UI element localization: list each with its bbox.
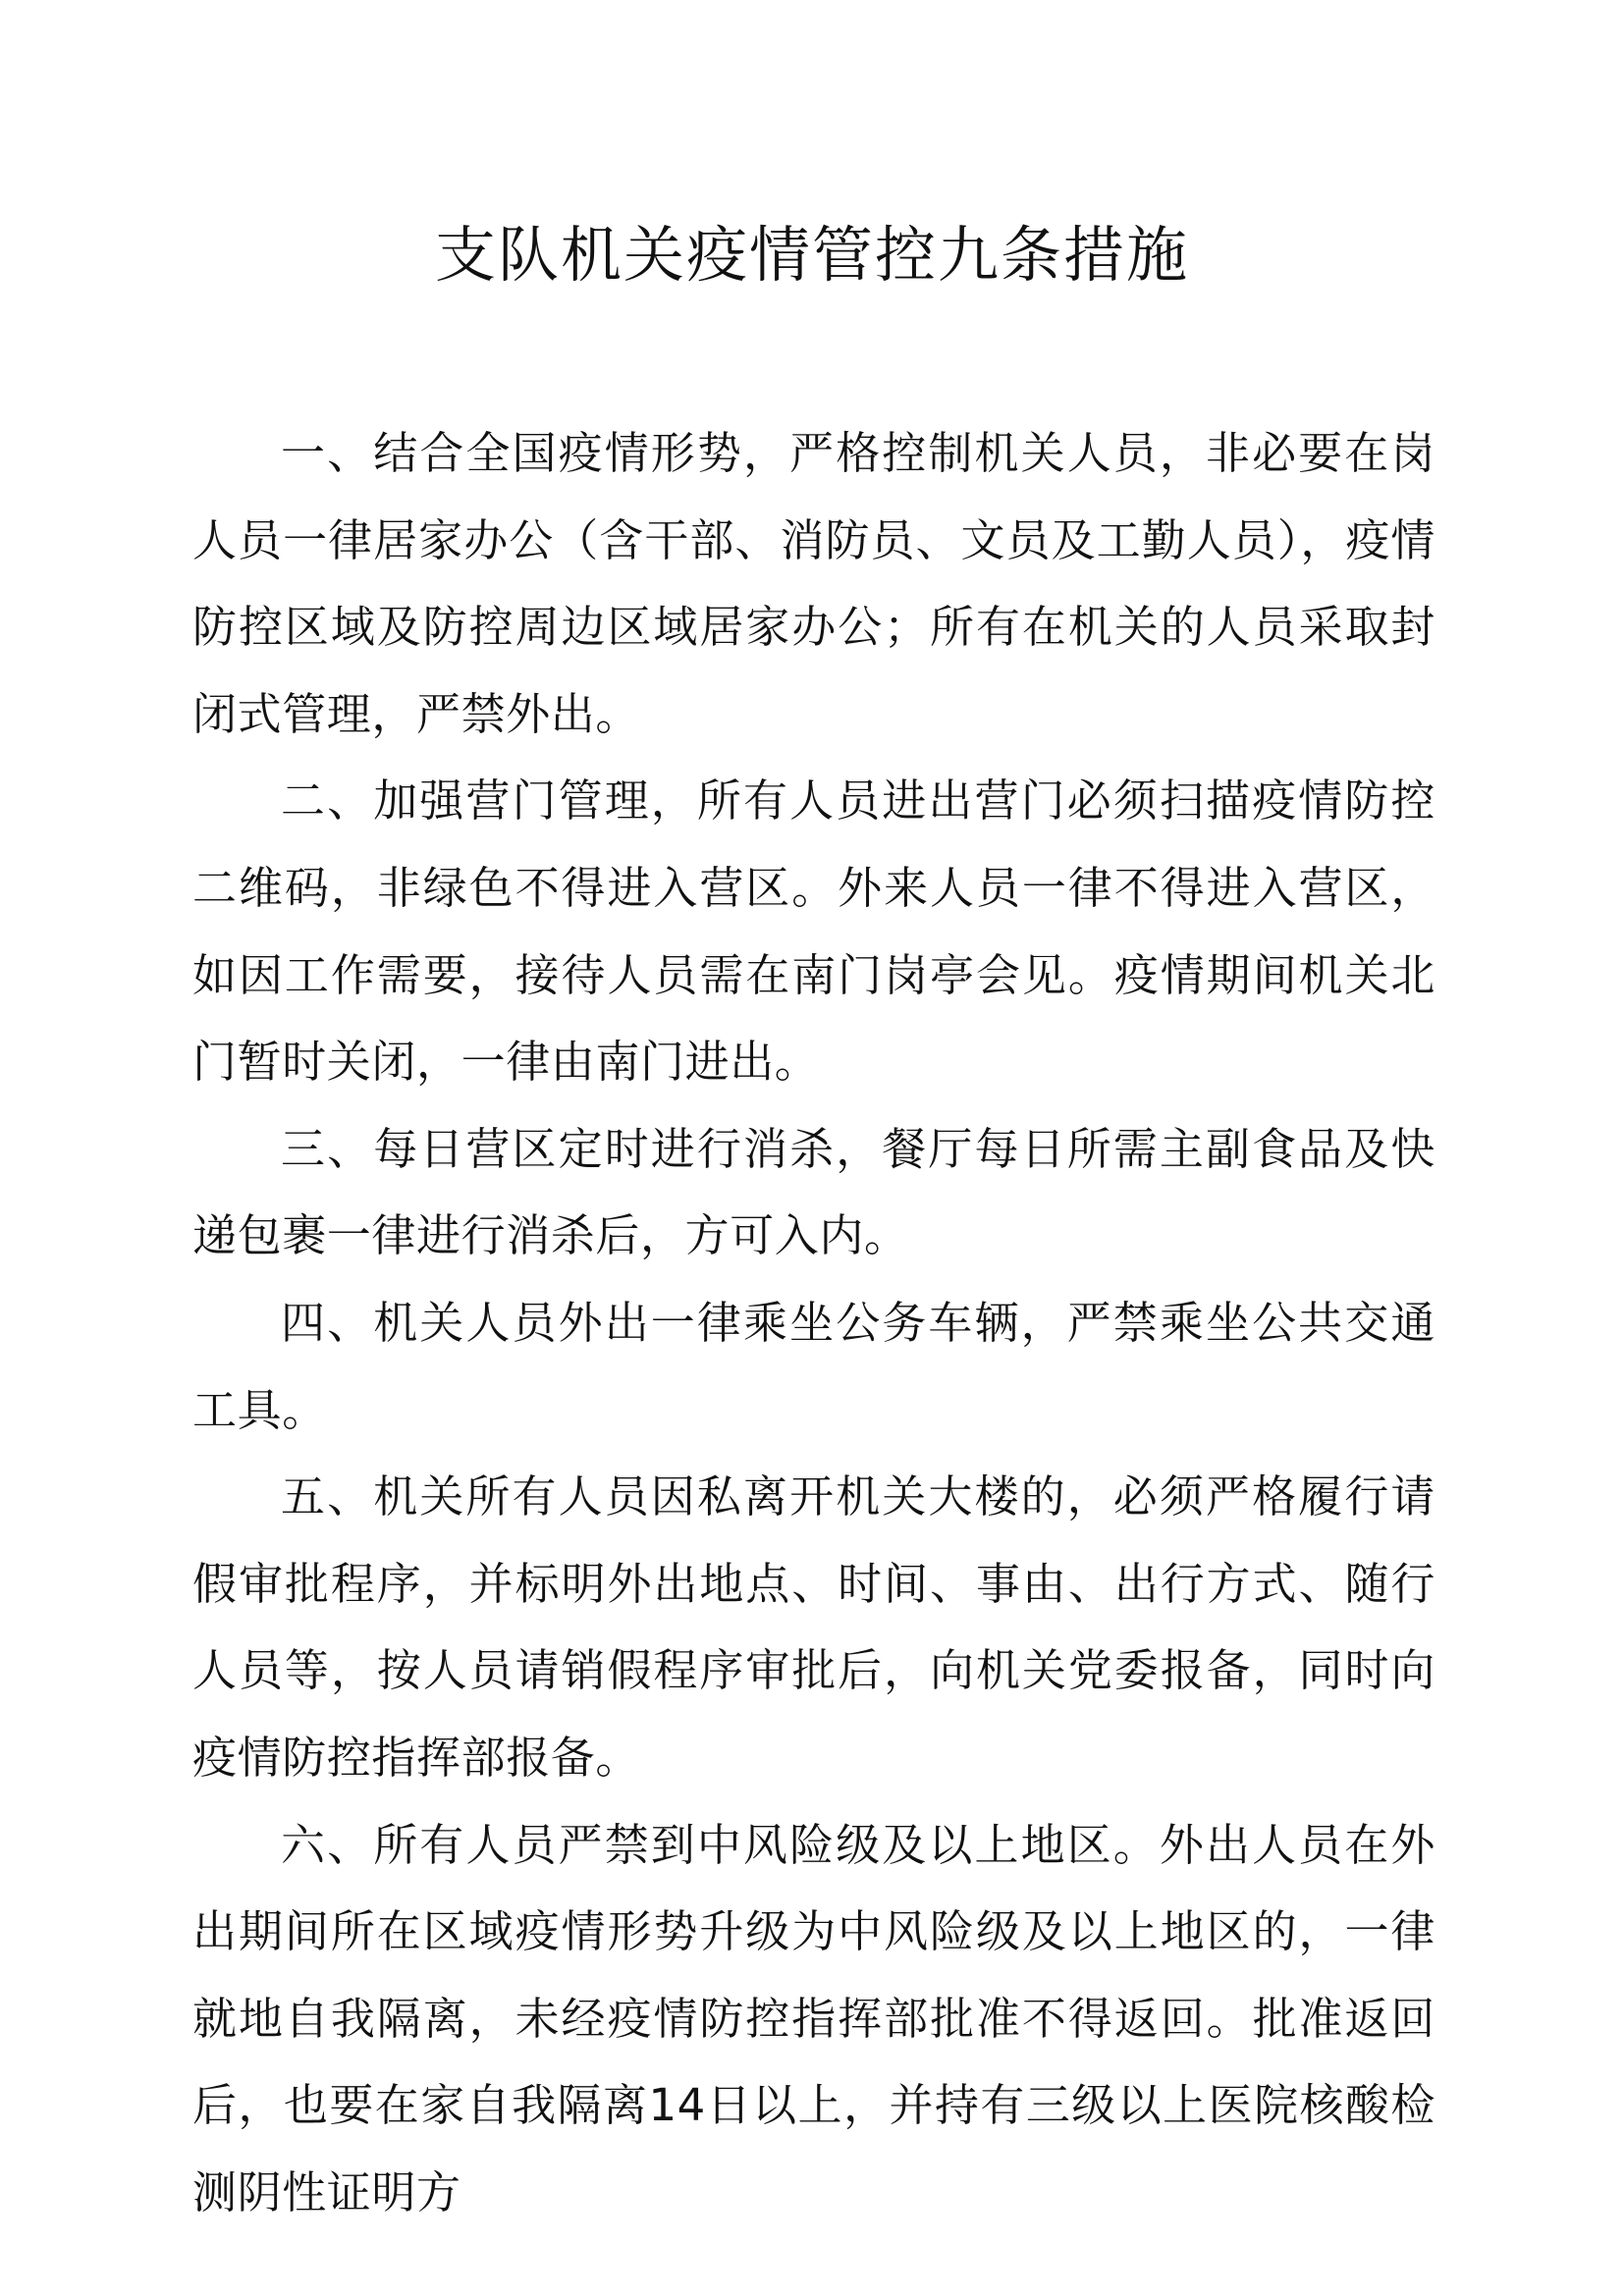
measure-paragraph-1: 一、结合全国疫情形势，严格控制机关人员，非必要在岗人员一律居家办公（含干部、消防员、文员及工勤人员），疫情防控区域及防控周边区域居家办公；所有在机关的人员采取封闭式管理，严禁外出。 [192, 427, 1435, 740]
measure-paragraph-2: 二、加强营门管理，所有人员进出营门必须扫描疫情防控二维码，非绿色不得进入营区。外来人员一律不得进入营区，如因工作需要，接待人员需在南门岗亭会见。疫情期间机关北门暂时关闭，一律由南门进出。 [192, 774, 1435, 1089]
document-body [192, 410, 1435, 2236]
measure-paragraph-5: 五、机关所有人员因私离开机关大楼的，必须严格履行请假审批程序，并标明外出地点、时间、事由、出行方式、随行人员等，按人员请销假程序审批后，向机关党委报备，同时向疫情防控指挥部报备。 [192, 1470, 1435, 1784]
measure-paragraph-4: 四、机关人员外出一律乘坐公务车辆，严禁乘坐公共交通工具。 [192, 1296, 1435, 1436]
measure-paragraph-6: 六、所有人员严禁到中风险级及以上地区。外出人员在外出期间所在区域疫情形势升级为中风险级及以上地区的，一律就地自我隔离，未经疫情防控指挥部批准不得返回。批准返回后，也要在家自我隔离14日以上，并持有三级以上医院核酸检测阴性证明方 [192, 1818, 1435, 2218]
document-title: 支队机关疫情管控九条措施 [434, 219, 1189, 291]
measure-paragraph-3: 三、每日营区定时进行消杀，餐厅每日所需主副食品及快递包裹一律进行消杀后，方可入内。 [192, 1122, 1435, 1262]
